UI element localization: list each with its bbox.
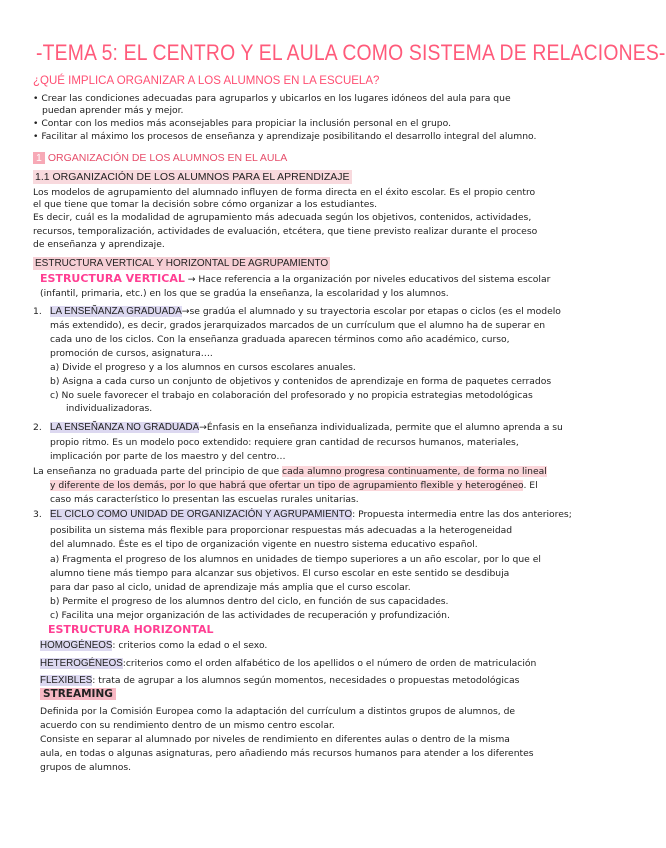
list-item-text: →Énfasis en la enseñanza individualizada, permite que el alumno aprenda a su <box>199 422 563 433</box>
paragraph-line: aula, en todas o algunas asignaturas, pero añadiendo más recursos humanos para atender a los diferentes <box>40 748 534 759</box>
sub-item: b) Permite el progreso de los alumnos dentro del ciclo, en función de sus capacidades. <box>50 596 449 607</box>
list-item-text: →se gradúa el alumnado y su trayectoria escolar por etapas o ciclos (es el modelo <box>181 306 561 317</box>
paragraph-line <box>33 466 547 479</box>
group-type-line <box>40 675 519 688</box>
list-number: 2. <box>33 422 42 433</box>
paragraph-line: recursos, temporalización, actividades de evaluación, etcétera, que tiene previsto realizar durante el proceso <box>33 226 538 237</box>
bullet-line: puedan aprender más y mejor. <box>42 105 184 116</box>
paragraph-line: Definida por la Comisión Europea como la adaptación del currículum a distintos grupos de alumnos, de <box>40 706 516 717</box>
horizontal-structure-line <box>48 624 214 638</box>
paragraph-line: (infantil, primaria, etc.) en los que se gradúa la enseñanza, la escolaridad y los alumnos. <box>40 288 449 299</box>
bullet-line: • Facilitar al máximo los procesos de enseñanza y aprendizaje posibilitando el desarrollo integral del alumno. <box>33 131 537 142</box>
paragraph-line: implicación por parte de los maestro y del centro… <box>50 451 286 462</box>
bullet-line: • Contar con los medios más aconsejables para propiciar la inclusión personal en el grupo. <box>33 118 452 129</box>
text-run: . El <box>523 480 538 491</box>
list-item-first-line <box>50 422 563 435</box>
group-type-text: :criterios como el orden alfabético de los apellidos o el número de orden de matriculación <box>122 658 537 669</box>
vertical-structure-label: ESTRUCTURA VERTICAL <box>40 272 185 285</box>
paragraph-line: promoción de cursos, asignatura…. <box>50 348 213 359</box>
paragraph-line <box>50 480 538 493</box>
vertical-structure-text: → Hace referencia a la organización por niveles educativos del sistema escolar <box>184 274 551 285</box>
list-number: 3. <box>33 509 42 520</box>
paragraph-line: posibilita un sistema más flexible para proporcionar respuestas más adecuadas a la heterogeneidad <box>50 525 513 536</box>
paragraph-line: grupos de alumnos. <box>40 762 132 773</box>
heterogeneous-tag: HETEROGÉNEOS <box>40 658 123 669</box>
bullet-line: • Crear las condiciones adecuadas para agruparlos y ubicarlos en los lugares idóneos del aula para que <box>33 93 511 104</box>
cycle-unit-tag: EL CICLO COMO UNIDAD DE ORGANIZACIÓN Y AGRUPAMIENTO <box>50 509 353 520</box>
horizontal-structure-label: ESTRUCTURA HORIZONTAL <box>48 623 214 636</box>
sub-item: alumno tiene más tiempo para alcanzar sus objetivos. El curso escolar en este sentido se desdibuja <box>50 568 510 579</box>
page-title: -TEMA 5: EL CENTRO Y EL AULA COMO SISTEMA DE RELACIONES- <box>36 40 666 65</box>
paragraph-line: propio ritmo. Es un modelo poco extendido: requiere gran cantidad de recursos humanos, materiales, <box>50 437 519 448</box>
paragraph-line: el que tiene que tomar la decisión sobre cómo organizar a los estudiantes. <box>33 199 378 210</box>
paragraph-line: acuerdo con su rendimiento dentro de un mismo centro escolar. <box>40 720 335 731</box>
group-type-text: : trata de agrupar a los alumnos según momentos, necesidades o propuestas metodológicas <box>92 675 520 686</box>
paragraph-line: cada uno de los ciclos. Con la enseñanza graduada aparecen términos como año académico, curso, <box>50 334 510 345</box>
list-item-first-line <box>50 509 572 522</box>
sub-item: a) Fragmenta el progreso de los alumnos en unidades de tiempo superiores a un año escolar, por lo que el <box>50 554 541 565</box>
group-type-line <box>40 658 536 671</box>
list-number: 1. <box>33 306 42 317</box>
flexible-tag: FLEXIBLES <box>40 675 93 686</box>
sub-item: c) No suele favorecer el trabajo en colaboración del profesorado y no propicia estrategias metodológicas <box>50 390 533 401</box>
list-item-text: : Propuesta intermedia entre las dos anteriores; <box>352 509 572 520</box>
graded-teaching-tag: LA ENSEÑANZA GRADUADA <box>50 306 182 317</box>
section-number: 1 <box>33 152 45 164</box>
highlighted-text: cada alumno progresa continuamente, de forma no lineal <box>282 466 547 477</box>
paragraph-line: más extendido), es decir, grados jerarquizados marcados de un currículum que el alumno ha de superar en <box>50 320 546 331</box>
group-type-text: : criterios como la edad o el sexo. <box>112 640 268 651</box>
paragraph-line: del alumnado. Éste es el tipo de organización vigente en nuestro sistema educativo español. <box>50 539 478 550</box>
paragraph-line: de enseñanza y aprendizaje. <box>33 239 165 250</box>
vertical-structure-line <box>40 273 550 287</box>
section-heading-structure: ESTRUCTURA VERTICAL Y HORIZONTAL DE AGRUPAMIENTO <box>35 258 329 269</box>
section-heading-1-1: 1.1 ORGANIZACIÓN DE LOS ALUMNOS PARA EL APRENDIZAJE <box>35 171 350 183</box>
paragraph-line: Es decir, cuál es la modalidad de agrupamiento más adecuada según los objetivos, contenidos, actividades, <box>33 212 532 223</box>
non-graded-teaching-tag: LA ENSEÑANZA NO GRADUADA <box>50 422 200 433</box>
paragraph-line: Consiste en separar al alumnado por niveles de rendimiento en diferentes aulas o dentro de la misma <box>40 734 510 745</box>
sub-item: c) Facilita una mejor organización de las actividades de recuperación y profundización. <box>50 610 450 621</box>
sub-item: para dar paso al ciclo, unidad de aprendizaje más amplia que el curso escolar. <box>50 582 411 593</box>
text-run: La enseñanza no graduada parte del principio de que <box>33 466 283 477</box>
sub-item: b) Asigna a cada curso un conjunto de objetivos y contenidos de aprendizaje en forma de paquetes cerrados <box>50 376 552 387</box>
sub-item: individualizadoras. <box>66 403 153 414</box>
group-type-line <box>40 640 267 653</box>
section-label: ORGANIZACIÓN DE LOS ALUMNOS EN EL AULA <box>47 152 288 164</box>
homogeneous-tag: HOMOGÉNEOS <box>40 640 113 651</box>
paragraph-line: Los modelos de agrupamiento del alumnado influyen de forma directa en el éxito escolar. Es el propio centro <box>33 187 536 198</box>
section-heading-1 <box>33 152 287 164</box>
sub-item: a) Divide el progreso y a los alumnos en cursos escolares anuales. <box>50 362 356 373</box>
highlighted-text: y diferente de los demás, por lo que habrá que ofertar un tipo de agrupamiento flexible y heterogéneo <box>50 480 524 491</box>
paragraph-line: caso más característico lo presentan las escuelas rurales unitarias. <box>50 494 359 505</box>
question-heading: ¿QUÉ IMPLICA ORGANIZAR A LOS ALUMNOS EN LA ESCUELA? <box>33 75 380 87</box>
list-item-first-line <box>50 306 561 319</box>
streaming-heading: STREAMING <box>40 688 116 700</box>
